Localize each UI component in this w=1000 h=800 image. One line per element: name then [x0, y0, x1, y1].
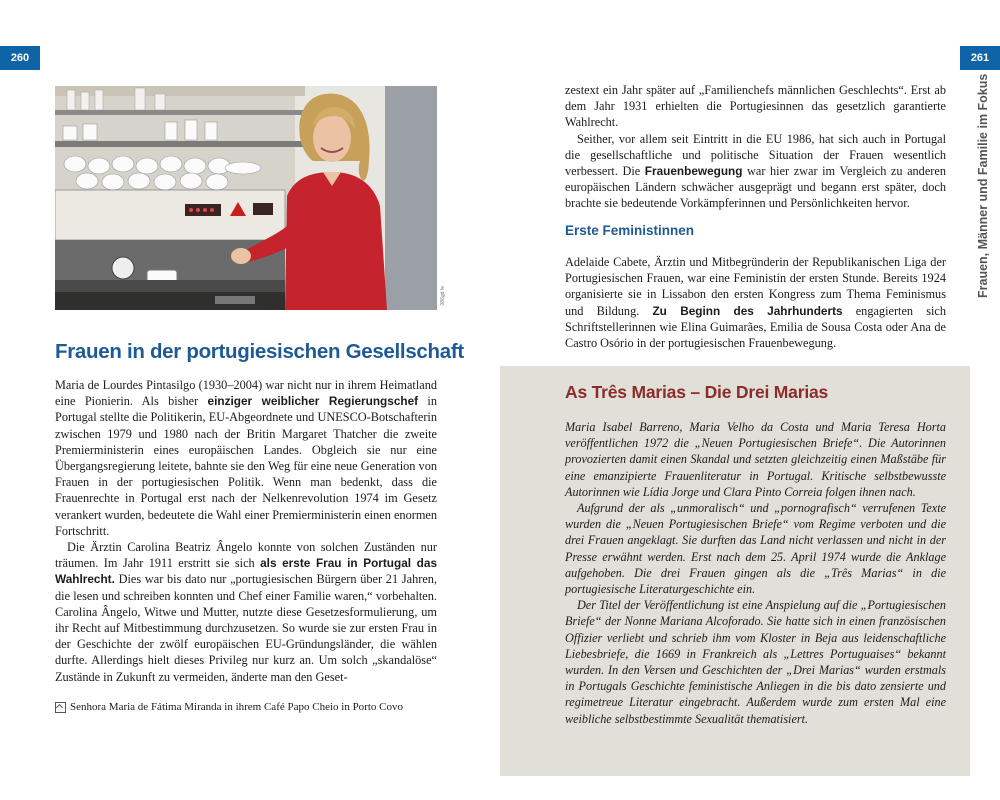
left-column-text: [55, 377, 437, 685]
subheading: Erste Feministinnen: [565, 223, 695, 238]
photo-caption: Senhora Maria de Fátima Miranda in ihrem Café Papo Cheio in Porto Covo: [55, 701, 437, 713]
paragraph: Adelaide Cabete, Ärztin und Mitbegründerin der Republikanischen Liga der Portugiesischen Frauen, war eine Feministin der ersten Stunde. Bereits 1924 organisierte sie in Lissabon den ersten Kongress zum Thema Feminismus und Bildung. Zu Beginn des Jahrhunderts engagierten sich Schriftstellerinnen wie Elina Guimarães, Emilia de Sousa Costa oder Ana de Castro Osório in der portugiesischen Frauenbewegung.: [565, 255, 947, 351]
paragraph: Maria Isabel Barreno, Maria Velho da Costa und Maria Teresa Horta veröffentlichen 1972 die „Neuen Portugiesischen Briefe“. Die Autorinnen provozierten damit einen Skandal und setzten gleichzeitig einen Maßstäbe für eine emanzipierte Frauenliteratur in Portugal. Kritische selbstbewusste Autorinnen wie Lídia Jorge und Clara Pinto Correia folgen ihnen nach.: [565, 420, 946, 499]
photo-credit: 086gd fe: [440, 286, 446, 306]
running-title: Frauen, Männer und Familie im Fokus: [976, 73, 990, 298]
caption-arrow-icon: [55, 702, 66, 713]
info-box-heading: As Três Marias – Die Drei Marias: [565, 382, 829, 402]
paragraph: Seither, vor allem seit Eintritt in die EU 1986, hat sich auch in Portugal die gesellschaftliche und politische Situation der Frauen wesentlich verbessert. Die Frauenbewegung war hier zwar im Vergleich zu anderen europäischen Ländern schwächer ausgeprägt und begann erst später, doch brachte sie bedeutende Vorkämpferinnen und Persönlichkeiten hervor.: [565, 131, 946, 211]
feminists-text: [565, 254, 946, 351]
info-box-text: [565, 419, 946, 727]
cafe-photo: [55, 86, 437, 310]
page-number-left: 260: [0, 46, 40, 70]
paragraph: Aufgrund der als „unmoralisch“ und „pornografisch“ verrufenen Texte wurden die „Neuen Portugiesischen Briefe“ vom Regime verboten und die drei Frauen angeklagt. Sie durften das Land nicht verlassen und nicht in der Presse erwähnt werden. Erst nach dem 25. April 1974 wurde die Anklage aufgehoben. Die drei Frauen gingen als die „Três Marias“ in die portugiesische Literaturgeschichte ein.: [565, 501, 946, 597]
paragraph: Maria de Lourdes Pintasilgo (1930–2004) war nicht nur in ihrem Heimatland eine Pionierin. Als bisher einziger weiblicher Regierungschef in Portugal stellte die Politikerin, EU-Abgeordnete und UNESCO-Botschafterin zwischen 1979 und 1980 nach der Britin Margaret Thatcher die zweite Premierministerin eines europäischen Landes. Obgleich sie nur eine Übergangsregierung leitete, bahnte sie den Weg für eine neue Generation von Frauen in der portugiesischen Politik. Wenn man bedenkt, dass die Frauenrechte in Portugal erst nach der Nelkenrevolution 1974 im Gesetz verankert wurden, bedeutete die Wahl einer Premierministerin einen enormen Fortschritt.: [55, 378, 437, 538]
section-heading: Frauen in der portugiesischen Gesellschaft: [55, 340, 464, 363]
page-number-right: 261: [960, 46, 1000, 70]
photo-illustration: [55, 86, 437, 310]
paragraph: Die Ärztin Carolina Beatriz Ângelo konnte von solchen Zuständen nur träumen. Im Jahr 1911 erstritt sie sich als erste Frau in Portugal das Wahlrecht. Dies war bis dato nur „portugiesischen Bürgern über 21 Jahren, die lesen und schreiben konnten und Chef einer Familie waren,“ vorbehalten. Carolina Ângelo, Witwe und Mutter, nutzte diese Gesetzesformulierung, um ihr Recht auf Mitbestimmung durchzusetzen. So wurde sie zur ersten Frau in der Geschichte der zwölf europäischen EU-Gründungsländer, die wählen durfte. Allerdings hielt dieses Privileg nur kurz an. Um solch „skandalöse“ Zustände in Zukunft zu vermeiden, änderte man den Geset-: [55, 540, 438, 684]
right-column-text: [565, 82, 946, 212]
paragraph: zestext ein Jahr später auf „Familienchefs männlichen Geschlechts“. Erst ab dem Jahr 1931 erhielten die Portugiesinnen das gesetzlich garantierte Wahlrecht.: [565, 83, 946, 130]
paragraph: Der Titel der Veröffentlichung ist eine Anspielung auf die „Portugiesischen Briefe“ der Nonne Mariana Alcoforado. Sie hatte sich in einen französischen Offizier verliebt und schrieb ihm vom Kloster in Beja aus leidenschaftliche Liebesbriefe, die 1669 in Frankreich als „Lettres Portuguaises“ bekannt wurden. In den Versen und Geschichten der „Drei Marias“ wurden erstmals in Portugals Geschichte feministische Anliegen in die bis dato zensierte und regimetreue Literatur eingebracht. Außerdem wurde zum ersten Mal eine weibliche selbstbestimmte Sexualität thematisiert.: [565, 598, 946, 726]
